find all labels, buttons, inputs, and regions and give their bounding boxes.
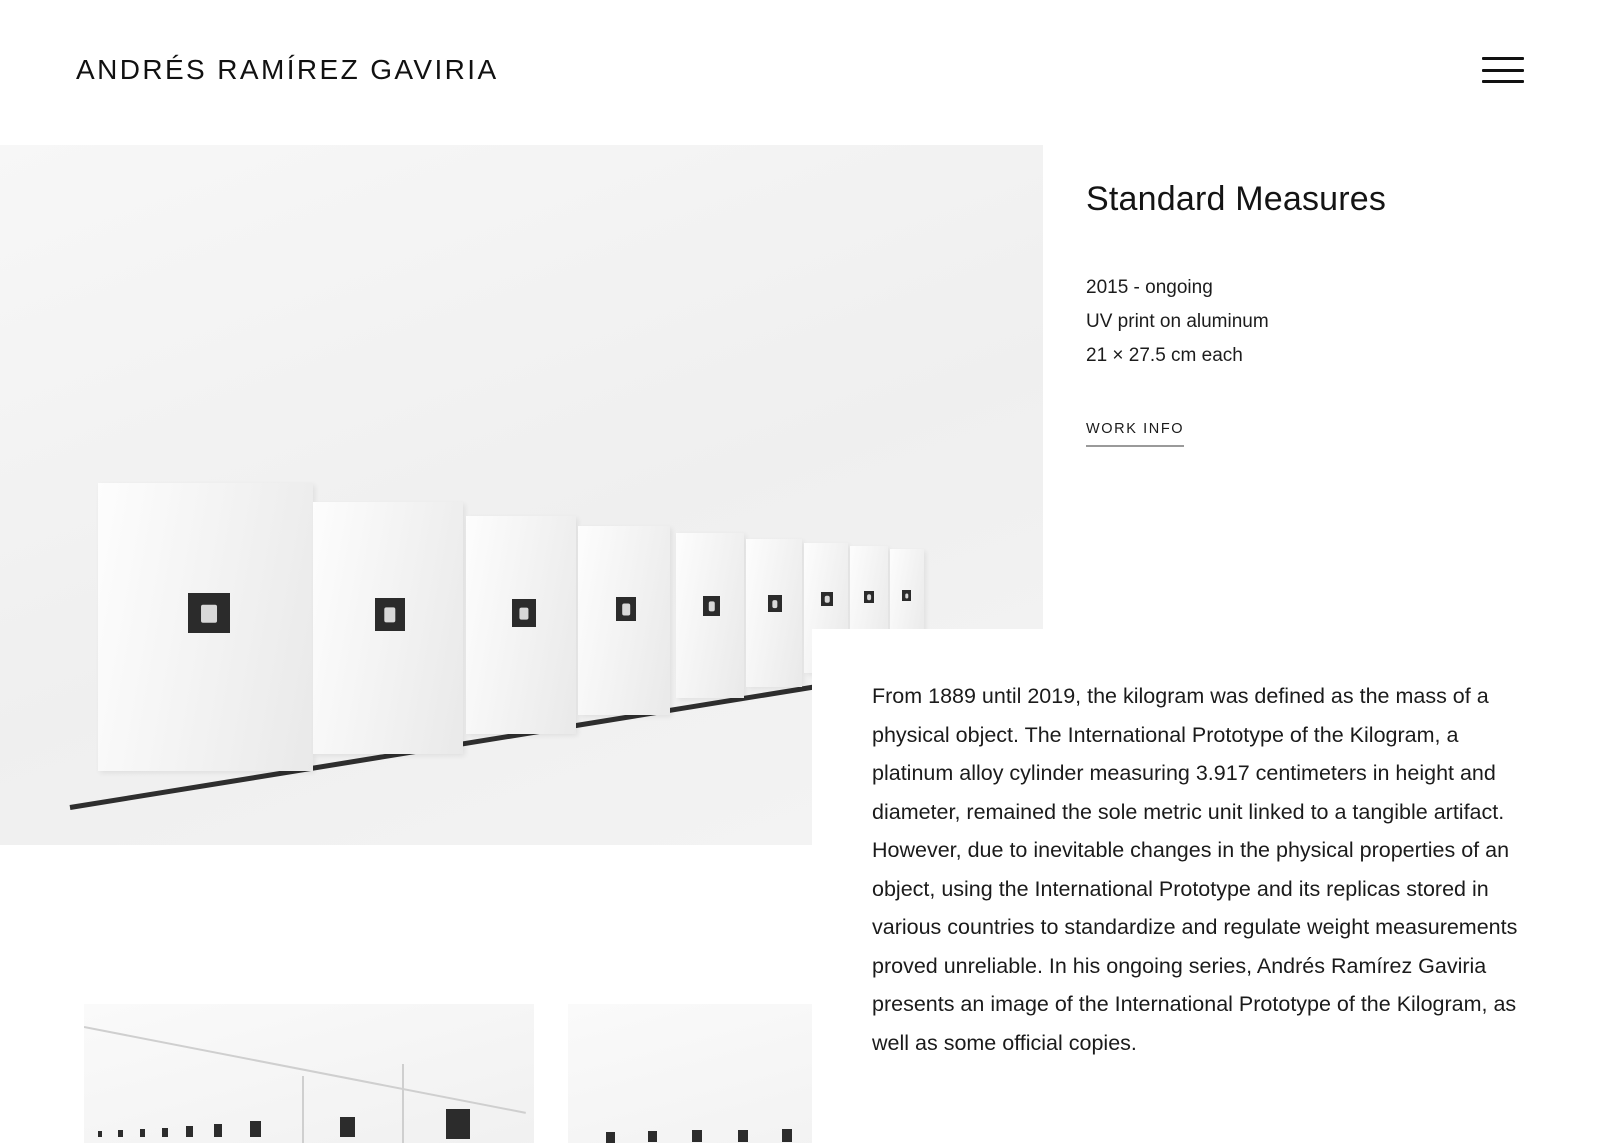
hero-panel — [313, 502, 463, 754]
work-info-column — [1086, 140, 1556, 447]
thumb1-print — [214, 1124, 222, 1137]
hero-panel-print — [375, 598, 405, 631]
thumb1-print — [446, 1109, 470, 1139]
thumb1-print — [118, 1130, 123, 1137]
hero-panel-print — [768, 595, 782, 612]
thumb1-print — [98, 1131, 102, 1137]
work-metadata — [1086, 271, 1556, 373]
work-page — [0, 140, 1600, 1143]
hero-panel — [676, 533, 744, 698]
hero-panel — [98, 483, 313, 771]
site-title: ANDRÉS RAMÍREZ GAVIRIA — [76, 54, 499, 85]
thumb1-print — [186, 1126, 193, 1137]
hero-panel — [578, 526, 670, 715]
thumb2-print — [738, 1130, 748, 1142]
thumb2-print — [606, 1132, 615, 1143]
hero-panel-print — [512, 599, 536, 627]
thumb1-print — [250, 1121, 261, 1137]
work-info-panel — [812, 629, 1600, 1143]
thumbnail-image-1[interactable] — [84, 1004, 534, 1143]
thumb1-print — [162, 1128, 168, 1137]
site-header — [0, 0, 1600, 140]
hero-panel-print — [703, 596, 720, 616]
thumb1-wall-edge — [84, 1026, 526, 1114]
thumb2-print — [648, 1131, 657, 1142]
work-title: Standard Measures — [1086, 180, 1387, 218]
work-description: From 1889 until 2019, the kilogram was defined as the mass of a physical object. The International Prototype of the Kilogram, a platinum alloy cylinder measuring 3.917 centimeters in height and diameter, remained the sole metric unit linked to a tangible artifact. However, due to inevitable changes in the physical properties of an object, using the International Prototype and its replicas stored in various countries to standardize and regulate weight measurements proved unreliable. In his ongoing series, Andrés Ramírez Gaviria presents an image of the International Prototype of the Kilogram, as well as some official copies. — [872, 684, 1518, 1055]
menu-bar-3 — [1482, 80, 1524, 83]
hero-panel-print — [864, 591, 874, 603]
hero-panel-print — [902, 590, 911, 601]
thumb2-print — [692, 1130, 702, 1142]
hero-panel-print — [616, 597, 636, 621]
hero-panel — [746, 539, 802, 687]
work-dimensions: 21 × 27.5 cm each — [1086, 345, 1243, 366]
hero-panel-print — [821, 592, 833, 606]
hamburger-menu-icon[interactable] — [1482, 53, 1524, 87]
thumb1-panel-divider — [402, 1064, 404, 1143]
menu-bar-2 — [1482, 69, 1524, 72]
work-date: 2015 - ongoing — [1086, 277, 1213, 298]
hero-panel — [466, 516, 576, 734]
work-info-toggle[interactable]: WORK INFO — [1086, 421, 1184, 447]
thumb2-print — [782, 1129, 792, 1142]
thumb1-print — [340, 1117, 355, 1137]
thumb1-panel-divider — [302, 1076, 304, 1143]
menu-bar-1 — [1482, 57, 1524, 60]
hero-panel-print — [188, 593, 230, 633]
thumb1-print — [140, 1129, 145, 1137]
work-medium: UV print on aluminum — [1086, 311, 1269, 332]
